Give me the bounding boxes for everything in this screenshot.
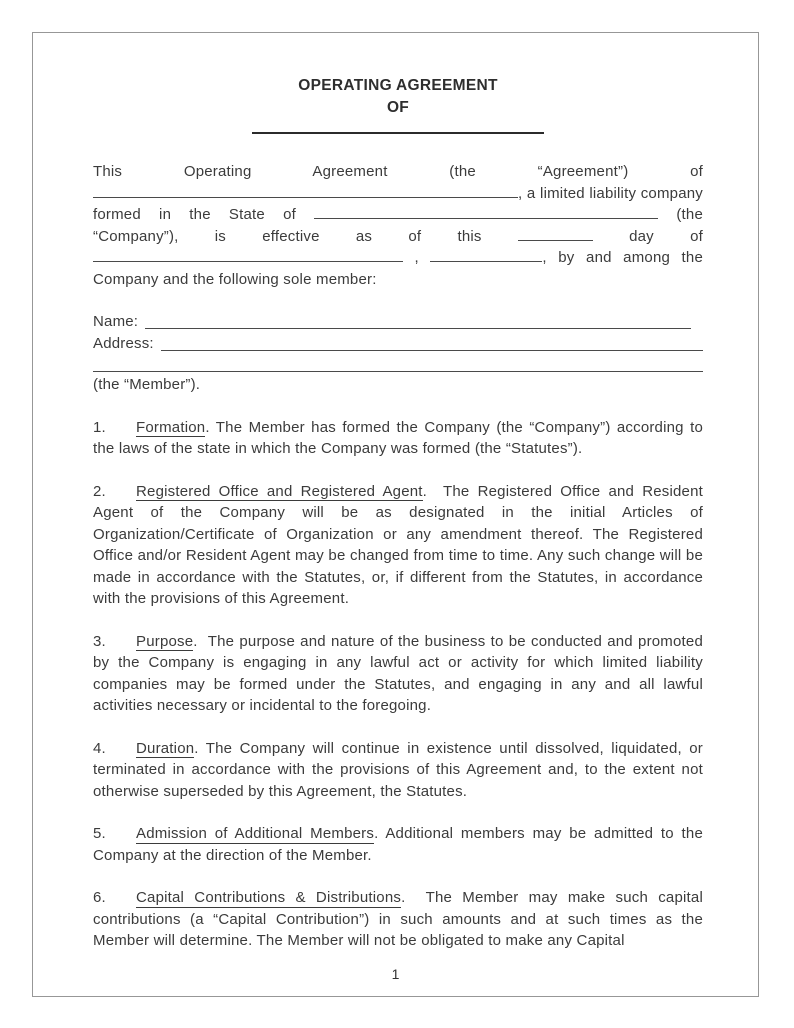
company-name-title-blank (252, 132, 544, 134)
month-blank (93, 249, 403, 262)
name-row (93, 311, 703, 333)
section-duration (93, 738, 703, 803)
year-blank (430, 249, 542, 262)
name-blank (145, 311, 691, 329)
address-label: Address: (93, 334, 154, 352)
section-number: 3. (93, 632, 106, 650)
section-heading: Purpose (136, 632, 194, 650)
day-blank (518, 228, 593, 241)
member-designation: (the “Member”). (93, 376, 201, 393)
page-number: 1 (391, 966, 400, 982)
section-heading: Capital Contributions & Distributions (136, 889, 402, 906)
address-row (93, 333, 703, 355)
section-body: . The Registered Office and Resident Agent of the Company will be as designated in the initial Articles of Organization/Certificate of Organization or any amendment thereof. The Registered Office and/or Resident Agent may be changed from time to time. Any such change will be made in accordance with the Statutes, or, if different from the Statutes, in accordance with the provisions of this Agreement. (93, 482, 704, 607)
section-body: . The Company will continue in existence until dissolved, liquidated, or terminated in accordance with the provisions of this Agreement and, to the extent not otherwise superseded by this Agreement, the Statutes. (93, 739, 703, 800)
section-capital-contributions (93, 887, 703, 952)
page-frame (32, 32, 759, 997)
company-name-blank (93, 185, 518, 198)
name-label: Name: (93, 313, 139, 330)
section-number: 5. (93, 825, 106, 842)
section-heading: Registered Office and Registered Agent (136, 482, 423, 500)
section-body: . The Member may make such capital contributions (a “Capital Contribution”) in such amounts and at such times as the Member will determine. The Member will not be obligated to make any Capital (93, 889, 703, 949)
section-body: . The purpose and nature of the business to be conducted and promoted by the Company is engaging in any lawful act or activity for which limited liability companies may be formed under the Statutes, and engaging in any and all lawful activities necessary or incidental to the foregoing. (93, 632, 703, 714)
member-block (93, 311, 703, 396)
state-blank (314, 206, 658, 219)
section-registered-office (93, 481, 703, 610)
document-title-of: OF (386, 99, 410, 116)
document-title: OPERATING AGREEMENT (298, 77, 498, 94)
section-number: 4. (93, 739, 106, 757)
section-body: . The Member has formed the Company (the “Company”) according to the laws of the state in which the Company was formed (the “Statutes”). (93, 418, 703, 457)
section-heading: Duration (136, 739, 195, 757)
section-number: 1. (93, 418, 106, 436)
section-body: . Additional members may be admitted to the Company at the direction of the Member. (93, 825, 703, 864)
section-number: 6. (93, 889, 106, 906)
section-heading: Admission of Additional Members (136, 825, 375, 842)
document-title-block (93, 75, 703, 119)
address-blank (161, 333, 703, 351)
section-number: 2. (93, 482, 106, 500)
section-admission-of-members (93, 823, 703, 866)
page-content (33, 33, 758, 952)
section-heading: Formation (136, 418, 206, 436)
intro-paragraph: This Operating Agreement (the “Agreement”) of , a limited liability company formed in the State of (the “Company”), is effective as of this day of , , by and among the Company and the following sole member: (93, 163, 704, 288)
section-formation (93, 417, 703, 460)
address-continuation-blank (93, 358, 703, 372)
section-purpose (93, 631, 703, 717)
